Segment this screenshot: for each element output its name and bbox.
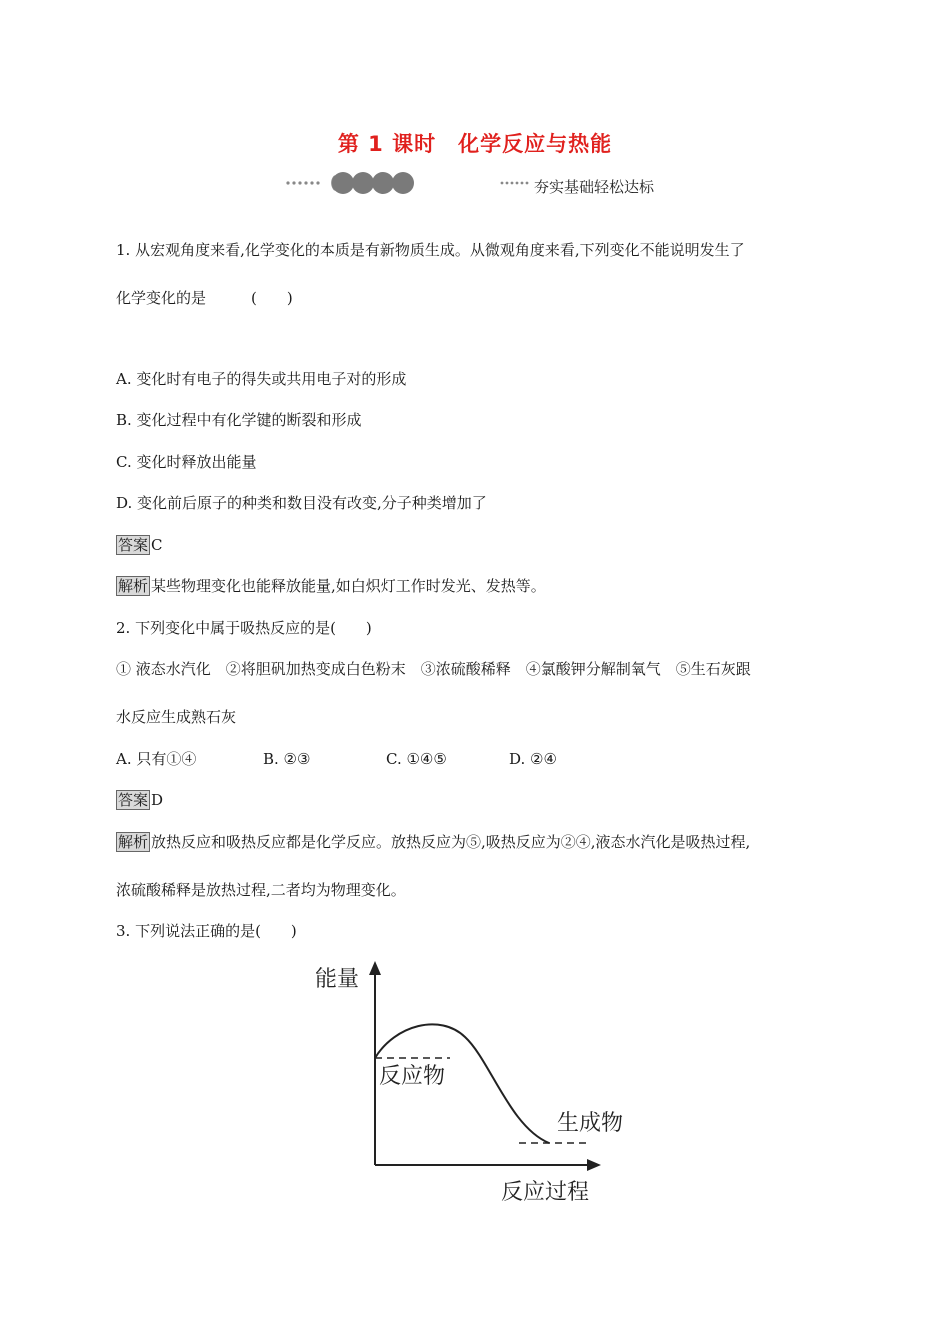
banner-label: 夯实基础轻松达标 xyxy=(534,178,655,196)
q2-stem-line1: 2. 下列变化中属于吸热反应的是( ) xyxy=(116,619,372,637)
q2-analysis-line2: 浓硫酸稀释是放热过程,二者均为物理变化。 xyxy=(116,881,406,899)
q1-stem-line2: 化学变化的是 ( ) xyxy=(116,289,293,307)
q2-stem-line3: 水反应生成熟石灰 xyxy=(116,708,237,726)
page-title: 第 1 课时 化学反应与热能 xyxy=(337,132,613,156)
q1-option-d: D. 变化前后原子的种类和数目没有改变,分子种类增加了 xyxy=(116,494,487,512)
answer-value: D xyxy=(151,791,164,809)
energy-diagram xyxy=(305,955,635,1205)
section-banner xyxy=(280,168,700,200)
q1-option-a: A. 变化时有电子的得失或共用电子对的形成 xyxy=(116,370,407,388)
q2-option-d: D. ②④ xyxy=(509,750,557,768)
answer-tag: 答案 xyxy=(118,536,149,554)
q2-analysis-line1 xyxy=(116,831,750,853)
reactant-label: 反应物 xyxy=(379,1064,446,1089)
answer-value: C xyxy=(151,536,163,554)
x-axis-label: 反应过程 xyxy=(501,1180,590,1205)
q2-option-c: C. ①④⑤ xyxy=(386,750,447,768)
q3-stem: 3. 下列说法正确的是( ) xyxy=(116,922,297,940)
q1-answer xyxy=(116,534,163,556)
q1-option-c: C. 变化时释放出能量 xyxy=(116,453,257,471)
q2-answer xyxy=(116,789,163,811)
q1-analysis xyxy=(116,575,546,597)
analysis-tag: 解析 xyxy=(118,833,149,851)
y-axis-label: 能量 xyxy=(315,967,360,992)
q1-stem-line1: 1. 从宏观角度来看,化学变化的本质是有新物质生成。从微观角度来看,下列变化不能说明发生了 xyxy=(116,241,745,259)
q1-option-b: B. 变化过程中有化学键的断裂和形成 xyxy=(116,411,362,429)
product-label: 生成物 xyxy=(557,1111,624,1136)
answer-tag: 答案 xyxy=(118,791,149,809)
x-axis-arrow-icon xyxy=(587,1159,601,1171)
q2-stem-line2: ① 液态水汽化 ②将胆矾加热变成白色粉末 ③浓硫酸稀释 ④氯酸钾分解制氧气 ⑤生石灰跟 xyxy=(116,660,751,678)
q2-option-a: A. 只有①④ xyxy=(116,750,197,768)
analysis-tag: 解析 xyxy=(118,577,149,595)
analysis-text: 某些物理变化也能释放能量,如白炽灯工作时发光、发热等。 xyxy=(151,577,546,595)
q2-option-b: B. ②③ xyxy=(263,750,311,768)
analysis-text: 放热反应和吸热反应都是化学反应。放热反应为⑤,吸热反应为②④,液态水汽化是吸热过程, xyxy=(151,833,751,851)
y-axis-arrow-icon xyxy=(369,961,381,975)
